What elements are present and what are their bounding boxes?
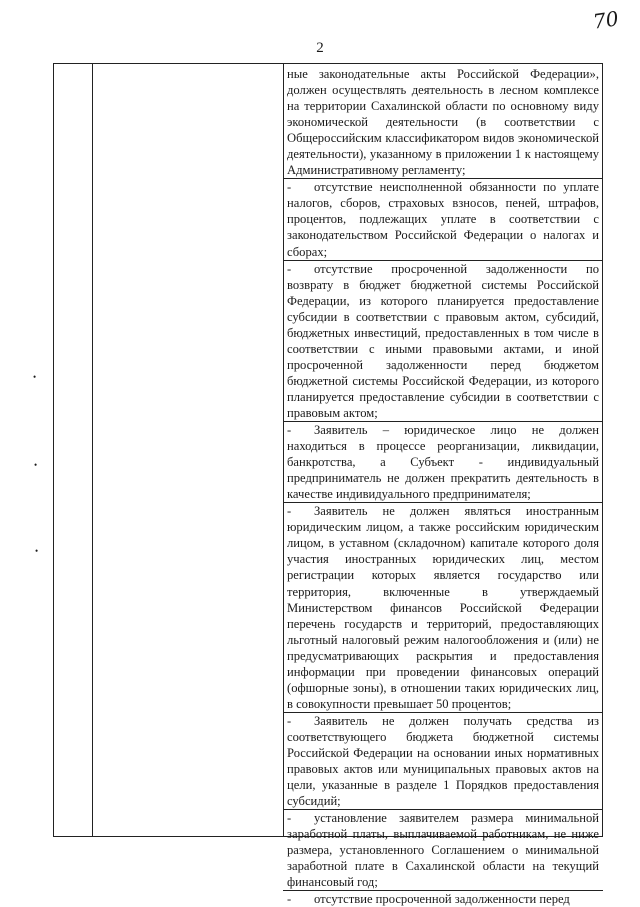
list-dash: -	[287, 261, 292, 276]
requirement-item	[283, 421, 603, 502]
requirement-text: отсутствие неисполненной обязанности по уплате налогов, сборов, страховых взносов, пеней, штрафов, процентов, подлежащих уплате в соответствии с законодательством Российской Федерации о налогах и сборах;	[287, 180, 599, 259]
list-dash: -	[287, 811, 292, 826]
handwritten-page-number: 70	[591, 6, 620, 34]
margin-mark: •	[33, 372, 37, 382]
list-dash: -	[287, 423, 292, 438]
requirement-text: отсутствие просроченной задолженности перед	[314, 892, 570, 907]
document-table	[53, 63, 603, 907]
list-dash: -	[287, 892, 292, 907]
list-dash: -	[287, 713, 292, 728]
requirement-text: ные законодательные акты Российской Федерации», должен осуществлять деятельность в лесном комплексе на территории Сахалинской области по основному виду экономической деятельности (в соответствии с Общероссийским классификатором видов экономической деятельности), указанному в приложении 1 к настоящему Административному регламенту;	[287, 67, 599, 178]
list-dash: -	[287, 180, 292, 195]
requirement-item	[283, 66, 603, 178]
requirement-text: Заявитель не должен являться иностранным юридическим лицом, а также российским юридическим лицом, в уставном (складочном) капитале которого доля участия иностранных юридических лиц, местом регистрации которых является государство или территория, включенные в утверждаемый Министерством финансов Российской Федерации перечень государств и территорий, предоставляющих льготный налоговый режим налогообложения и (или) не предусматривающих раскрытия и предоставления информации при проведении финансовых операций (офшорные зоны), в отношении таких юридических лиц, в совокупности превышает 50 процентов;	[287, 504, 599, 711]
requirement-item	[283, 712, 603, 809]
requirement-item	[283, 809, 603, 890]
requirement-item	[283, 178, 603, 259]
table-column-divider	[92, 64, 93, 836]
margin-mark: •	[34, 460, 38, 470]
requirement-item	[283, 502, 603, 712]
page-number: 2	[316, 40, 324, 56]
requirement-text: установление заявителем размера минимальной заработной платы, выплачиваемой работникам, не ниже размера, установленного Соглашением о минимальной заработной плате в Сахалинской области на текущий финансовый год;	[287, 811, 599, 890]
requirement-text: Заявитель не должен получать средства из соответствующего бюджета бюджетной системы Российской Федерации на основании иных нормативных правовых актов или муниципальных правовых актов на цели, указанные в разделе 1 Порядков предоставления субсидий;	[287, 713, 599, 809]
margin-mark: •	[35, 546, 39, 556]
requirement-item	[283, 260, 603, 421]
list-dash: -	[287, 504, 292, 519]
requirement-text: Заявитель – юридическое лицо не должен находиться в процессе реорганизации, ликвидации, банкротства, а Субъект - индивидуальный предприниматель не должен прекратить деятельность в качестве индивидуального предпринимателя;	[287, 423, 599, 502]
requirements-cell	[283, 64, 603, 907]
requirement-text: отсутствие просроченной задолженности по возврату в бюджет бюджетной системы Российской Федерации, из которого планируется предоставление субсидии в соответствии с правовым актом, субсидий, бюджетных инвестиций, предоставленных в том числе в соответствии с иными правовыми актами, и иной просроченной задолженности перед бюджетом бюджетной системы Российской Федерации, из которого планируется предоставление субсидии в соответствии с правовым актом;	[287, 261, 599, 420]
